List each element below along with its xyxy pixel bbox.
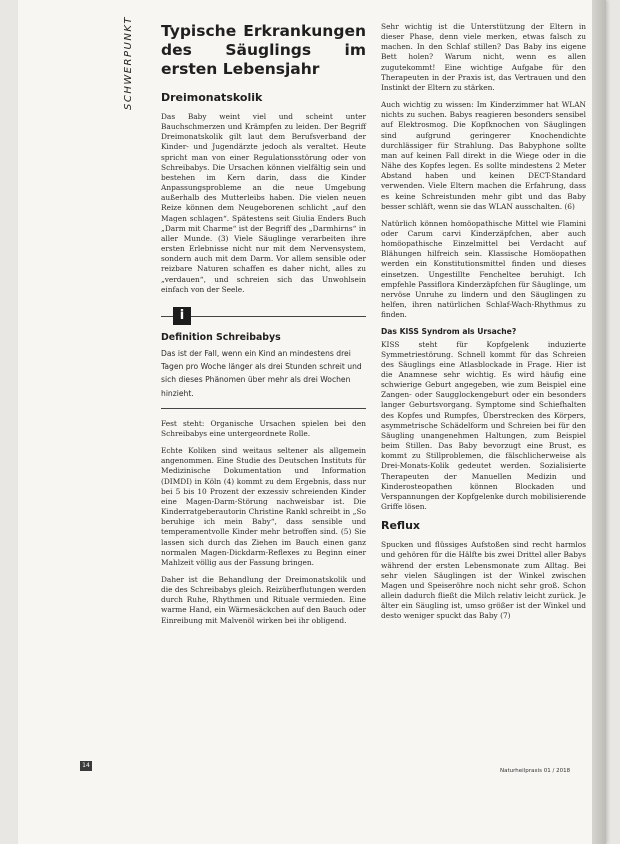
kiss-heading: Das KISS Syndrom als Ursache? (381, 327, 517, 337)
paragraph: Das Baby weint viel und scheint unter Bauchschmerzen und Krämpfen zu leiden. Der Begriff Dreimonatskolik gilt laut dem Berufsverband der Kinder- und Jugendärzte jedoch als veraltet. Heute spricht man von einer Regulationsstörung oder von Schreibabys. Die Ursachen können vielfältig sein und bestehen im Kern darin, dass die Kinder Anpassungsprobleme an die neue Umgebung außerhalb des Mutterleibs haben. Die vielen neuen Reize können dem Neugeborenen schlicht „auf den Magen schlagen“. Spätestens seit Giulia Enders Buch „Darm mit Charme“ ist der Begriff des „Darmhirns“ in aller Munde. (3) Viele Säuglinge verarbeiten ihre ersten Erlebnisse nicht nur mit dem Nervensystem, sondern auch mit dem Darm. Vor allem sensible oder reizbare Naturen schaffen es daher nicht, alles zu „verdauen“, und schreien sich das Unwohlsein einfach von der Seele. (161, 112, 366, 294)
info-icon: i (173, 307, 191, 325)
article-title: Typische Erkrankungen des Säuglings im ersten Lebensjahr (161, 22, 366, 78)
paragraph: KISS steht für Kopfgelenk induzierte Symmetriestörung. Schnell kommt für das Schreien des Säuglings eine Atlasblockade in Frage. Hier ist die Anamnese sehr wichtig. Es wird häufig eine schwierige Geburt angegeben, wie zum Beispiel eine Zangen- oder Saugglockengeburt oder ein besonders langer Geburtsvorgang. Symptome sind Schiefhalten des Kopfes und Rumpfes, Überstrecken des Körpers, asymmetrische Schädelform und Schreien bei für den Säugling unangenehmen Haltungen, zum Beispiel beim Stillen. Das Baby bevorzugt eine Brust, es kommt zu Stillproblemen, die fälschlicherweise als Drei-Monats-Kolik gedeutet werden. Sozialisierte Therapeuten der Manuellen Medizin und Kinderosteopathen können Blockaden und Verspannungen der Kopfgelenke durch mobilisierende Griffe lösen. (381, 339, 586, 512)
page-number: 14 (80, 761, 92, 771)
section-tag (117, 16, 147, 130)
definition-box-bottom-rule (161, 408, 366, 409)
paragraph: Natürlich können homöopathische Mittel wie Flamini oder Carum carvi Kinderzäpfchen, aber auch homöopathische Einzelmittel bei Verdacht auf Blähungen hilfreich sein. Klassische Homöopathen werden ein Konstitutionsmittel finden und dieses einsetzen. Ungestillte Fencheltee beruhigt. Ich empfehle Passiflora Kinderzäpfchen für Säuglinge, um nervöse Unruhe zu lindern und den Säuglingen zu helfen, ihren natürlichen Schlaf-Wach-Rhythmus zu finden. (381, 218, 586, 320)
definition-title: Definition Schreibabys (161, 331, 281, 343)
right-column (381, 22, 586, 628)
paragraph: Spucken und flüssiges Aufstoßen sind recht harmlos und gehören für die Hälfte bis zwei Drittel aller Babys während der ersten Lebensmonate zum Alltag. Bei sehr vielen Säuglingen ist der Winkel zwischen Magen und Speiseröhre noch nicht sehr groß. Schon allein dadurch fließt die Milch relativ leicht zurück. Je älter ein Säugling ist, umso größer ist der Winkel und desto weniger spuckt das Baby (7) (381, 540, 586, 621)
left-column (161, 20, 366, 633)
page-edge (592, 0, 606, 844)
paragraph: Sehr wichtig ist die Unterstützung der Eltern in dieser Phase, denn viele merken, etwas falsch zu machen. In den Schlaf stillen? Das Baby ins eigene Bett holen? Warum nicht, wenn es allen zugutekommt! Eine wichtige Aufgabe für den Therapeuten in der Praxis ist, das Vertrauen und den Instinkt der Eltern zu stärken. (381, 22, 586, 92)
paragraph: Daher ist die Behandlung der Dreimonatskolik und die des Schreibabys gleich. Reizüberflutungen werden durch Ruhe, Rhythmen und Rituale vermieden. Eine warme Hand, ein Wärmesäckchen auf den Bauch oder Einreibung mit Malvenöl wirken bei ihr obligend. (161, 574, 366, 625)
paragraph: Auch wichtig zu wissen: Im Kinderzimmer hat WLAN nichts zu suchen. Babys reagieren besonders sensibel auf Elektrosmog. Die Kopfknochen von Säuglingen sind aufgrund geringerer Knochendichte durchlässiger für Strahlung. Das Babyphone sollte man auf keinen Fall direkt in die Wiege oder in die Nähe des Kopfes legen. Es sollte mindestens 2 Meter Abstand haben und keinen DECT-Standard verwenden. Viele Eltern machen die Erfahrung, dass es keine Schreistunden mehr gibt und das Baby besser schläft, wenn sie das WLAN ausschalten. (6) (381, 100, 586, 211)
definition-box (161, 307, 366, 409)
paragraph: Fest steht: Organische Ursachen spielen bei den Schreibabys eine untergeordnete Rolle. (161, 418, 366, 438)
journal-footer: Naturheilpraxis 01 / 2018 (500, 768, 571, 774)
definition-box-top-rule (161, 307, 366, 325)
paragraph: Echte Koliken sind weitaus seltener als allgemein angenommen. Eine Studie des Deutschen Instituts für Medizinische Dokumentation und Information (DIMDI) in Köln (4) kommt zu dem Ergebnis, dass nur bei 5 bis 10 Prozent der exzessiv schreienden Kinder eine Magen-Darm-Störung nachweisbar ist. Die Kinderratgeberautorin Christine Rankl schreibt in „So beruhige ich mein Baby“, dass sensible und temperamentvolle Kinder mehr betroffen sind. (5) Sie lassen sich durch das Ziehen im Bauch einen ganz normalen Magen-Dickdarm-Reflexes zu Beginn einer Mahlzeit völlig aus der Fassung bringen. (161, 446, 366, 567)
rule-line (161, 316, 366, 317)
section-tag-text: SCHWERPUNKT (123, 16, 134, 110)
subheading-dreimonatskolik: Dreimonatskolik (161, 91, 263, 104)
reflux-heading: Reflux (381, 519, 421, 533)
definition-text: Das ist der Fall, wenn ein Kind an mindestens drei Tagen pro Woche länger als drei Stunden schreit und sich dieses Phänomen über mehr als drei Wochen hinzieht. (161, 348, 362, 398)
